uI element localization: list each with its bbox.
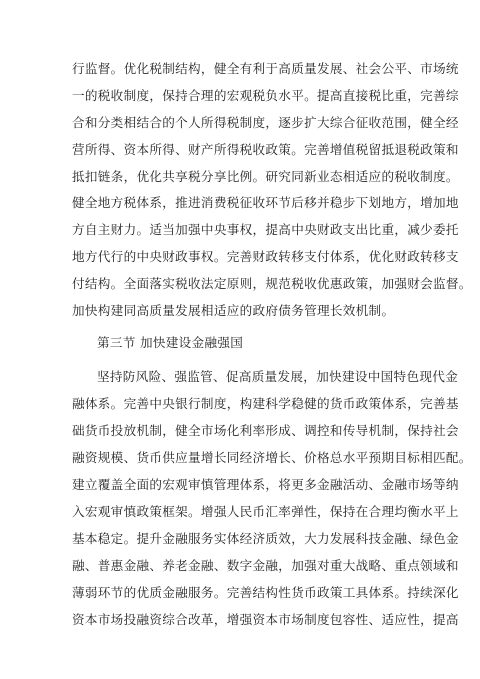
paragraph-line: 地方代行的中央财政事权。完善财政转移支付体系，优化财政转移支 [72, 249, 459, 264]
paragraph-line: 付结构。全面落实税收法定原则，规范税收优惠政策，加强财会监督。 [72, 276, 472, 291]
paragraph-line: 础货币投放机制，健全市场化利率形成、调控和传导机制，保持社会 [72, 423, 459, 438]
paragraph-line: 基本稳定。提升金融服务实体经济质效，大力发展科技金融、绿色金 [72, 531, 459, 546]
paragraph-line: 融资规模、货币供应量增长同经济增长、价格总水平预期目标相匹配。 [72, 450, 472, 465]
paragraph-line: 抵扣链条，优化共享税分享比例。研究同新业态相适应的税收制度。 [72, 169, 459, 184]
paragraph-line: 行监督。优化税制结构，健全有利于高质量发展、社会公平、市场统 [72, 61, 459, 76]
paragraph-line: 营所得、资本所得、财产所得税收政策。完善增值税留抵退税政策和 [72, 142, 459, 157]
paragraph-line: 合和分类相结合的个人所得税制度，逐步扩大综合征收范围，健全经 [72, 115, 459, 130]
paragraph-line: 融、普惠金融、养老金融、数字金融，加强对重大战略、重点领域和 [72, 558, 459, 573]
paragraph-line: 健全地方税体系，推进消费税征收环节后移并稳步下划地方，增加地 [72, 195, 459, 210]
paragraph-line: 资本市场投融资综合改革，增强资本市场制度包容性、适应性，提高 [72, 612, 459, 627]
paragraph-line: 融体系。完善中央银行制度，构建科学稳健的货币政策体系，完善基 [72, 396, 459, 411]
paragraph-line: 建立覆盖全面的宏观审慎管理体系，将更多金融活动、金融市场等纳 [72, 477, 459, 492]
paragraph-line: 薄弱环节的优质金融服务。完善结构性货币政策工具体系。持续深化 [72, 585, 459, 600]
paragraph-line: 加快构建同高质量发展相适应的政府债务管理长效机制。 [72, 303, 395, 318]
paragraph-line: 一的税收制度，保持合理的宏观税负水平。提高直接税比重，完善综 [72, 88, 459, 103]
section-heading: 第三节 加快建设金融强国 [97, 335, 244, 350]
paragraph-line: 方自主财力。适当加强中央事权，提高中央财政支出比重，减少委托 [72, 222, 459, 237]
paragraph-line: 坚持防风险、强监管、促高质量发展，加快建设中国特色现代金 [97, 369, 459, 384]
paragraph-line: 入宏观审慎政策框架。增强人民币汇率弹性，保持在合理均衡水平上 [72, 504, 459, 519]
